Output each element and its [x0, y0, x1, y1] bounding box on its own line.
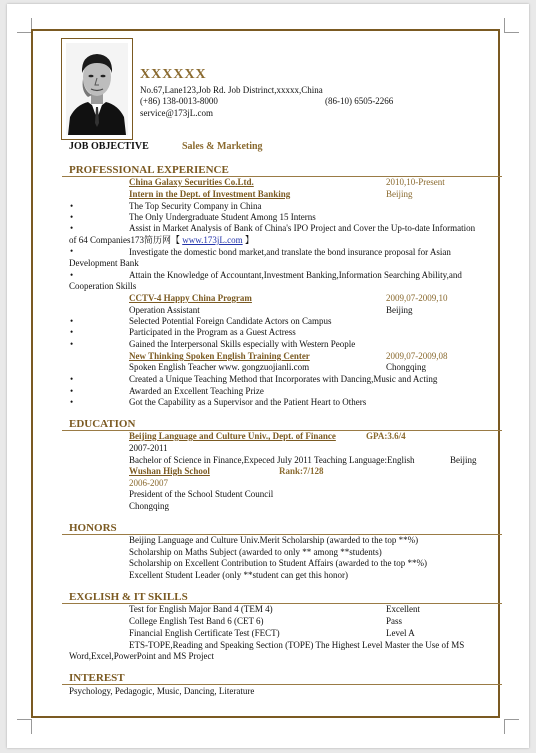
office-phone: (86-10) 6505-2266: [325, 96, 394, 106]
job-bullet: Got the Capability as a Supervisor and the Patient Heart to Others: [129, 397, 367, 407]
bullet: •: [70, 339, 74, 349]
skill-result: Excellent: [386, 604, 420, 614]
job-bullet-continued: Cooperation Skills: [69, 281, 137, 291]
job-bullet: Assist in Market Analysis of Bank of China's IPO Project and Cover the Up-to-date Information: [129, 223, 476, 233]
gpa: GPA:3.6/4: [366, 431, 406, 441]
objective-value: Sales & Marketing: [182, 141, 263, 152]
school-role: President of the School Student Council: [129, 489, 274, 499]
bullet: •: [70, 386, 74, 396]
bullet: •: [70, 223, 74, 233]
skill-test: ETS-TOPE,Reading and Speaking Section (TOPE) The Highest Level Master the Use of MS: [129, 640, 465, 650]
section-divider: [62, 603, 502, 604]
crop-mark: [504, 18, 519, 33]
skill-test-continued: Word,Excel,PowerPoint and MS Project: [69, 651, 215, 661]
section-title-education: EDUCATION: [69, 418, 136, 430]
job-city: Beijing: [386, 305, 413, 315]
interest-text: Psychology, Pedagogic, Music, Dancing, Literature: [69, 686, 255, 696]
email: service@173jL.com: [140, 108, 214, 118]
profile-photo: [61, 38, 133, 140]
crop-mark: [504, 719, 519, 734]
job-dates: 2010,10-Present: [386, 177, 445, 187]
job-city: Beijing: [386, 189, 413, 199]
class-rank: Rank:7/128: [279, 466, 324, 476]
bullet: •: [70, 327, 74, 337]
bullet: •: [70, 270, 74, 280]
company-name: CCTV-4 Happy China Program: [129, 293, 252, 303]
job-bullet: The Top Security Company in China: [129, 201, 262, 211]
skill-result: Level A: [386, 628, 415, 638]
crop-mark: [17, 18, 32, 33]
degree: Bachelor of Science in Finance,Expeced July 2011 Teaching Language:English: [129, 455, 415, 465]
company-name: New Thinking Spoken English Training Center: [129, 351, 310, 361]
candidate-name: XXXXXX: [140, 67, 207, 82]
objective-label: JOB OBJECTIVE: [69, 141, 149, 152]
address: No.67,Lane123,Job Rd. Job Distrinct,xxxxx,China: [140, 85, 323, 95]
skill-test: College English Test Band 6 (CET 6): [129, 616, 264, 626]
job-bullet: Created a Unique Teaching Method that Incorporates with Dancing,Music and Acting: [129, 374, 438, 384]
skill-test: Financial English Certificate Test (FECT): [129, 628, 280, 638]
skill-test: Test for English Major Band 4 (TEM 4): [129, 604, 273, 614]
honor-item: Scholarship on Excellent Contribution to Student Affairs (awarded to the top **%): [129, 558, 428, 568]
job-bullet: Investigate the domestic bond market,and translate the bond insurance proposal for Asian: [129, 247, 451, 257]
job-bullet-text: of 64 Companies173简历网【: [69, 235, 180, 245]
job-bullet: The Only Undergraduate Student Among 15 Interns: [129, 212, 316, 222]
crop-mark: [17, 719, 32, 734]
school-name: Beijing Language and Culture Univ., Dept. of Finance: [129, 431, 336, 441]
honor-item: Scholarship on Maths Subject (awarded to only ** among **students): [129, 547, 382, 557]
job-dates: 2009,07-2009,10: [386, 293, 448, 303]
job-bullet-continued: [69, 235, 254, 246]
job-bullet: Awarded an Excellent Teaching Prize: [129, 386, 264, 396]
school-city: Beijing: [450, 455, 477, 465]
bullet: •: [70, 397, 74, 407]
job-bullet: Attain the Knowledge of Accountant,Investment Banking,Information Searching Ability,and: [129, 270, 462, 280]
section-title-experience: PROFESSIONAL EXPERIENCE: [69, 164, 229, 176]
job-bullet: Selected Potential Foreign Candidate Actors on Campus: [129, 316, 332, 326]
job-role: Spoken English Teacher www. gongzuojianli.com: [129, 362, 310, 372]
job-role: Operation Assistant: [129, 305, 200, 315]
school-years: 2007-2011: [129, 443, 168, 453]
job-bullet-continued: Development Bank: [69, 258, 139, 268]
bullet: •: [70, 201, 74, 211]
honor-item: Excellent Student Leader (only **student can get this honor): [129, 570, 348, 580]
company-name: China Galaxy Securities Co.Ltd.: [129, 177, 254, 187]
bullet: •: [70, 212, 74, 222]
bullet: •: [70, 374, 74, 384]
section-divider: [62, 684, 502, 685]
section-title-skills: EXGLISH & IT SKILLS: [69, 591, 188, 603]
school-city: Chongqing: [129, 501, 170, 511]
job-dates: 2009,07-2009,08: [386, 351, 448, 361]
job-bullet: Participated in the Program as a Guest Actress: [129, 327, 296, 337]
website-link[interactable]: www.173jL.com: [182, 235, 243, 245]
bracket-close: 】: [244, 235, 254, 245]
section-title-interest: INTEREST: [69, 672, 125, 684]
skill-result: Pass: [386, 616, 403, 626]
portrait-image: [62, 39, 132, 139]
school-years: 2006-2007: [129, 478, 168, 488]
bullet: •: [70, 246, 74, 256]
job-bullet: Gained the Interpersonal Skills especially with Western People: [129, 339, 356, 349]
bullet: •: [70, 316, 74, 326]
section-title-honors: HONORS: [69, 522, 117, 534]
honor-item: Beijing Language and Culture Univ.Merit Scholarship (awarded to the top **%): [129, 535, 419, 545]
school-name: Wushan High School: [129, 466, 210, 476]
mobile-phone: (+86) 138-0013-8000: [140, 96, 218, 106]
job-city: Chongqing: [386, 362, 427, 372]
job-role: Intern in the Dept. of Investment Banking: [129, 189, 291, 199]
